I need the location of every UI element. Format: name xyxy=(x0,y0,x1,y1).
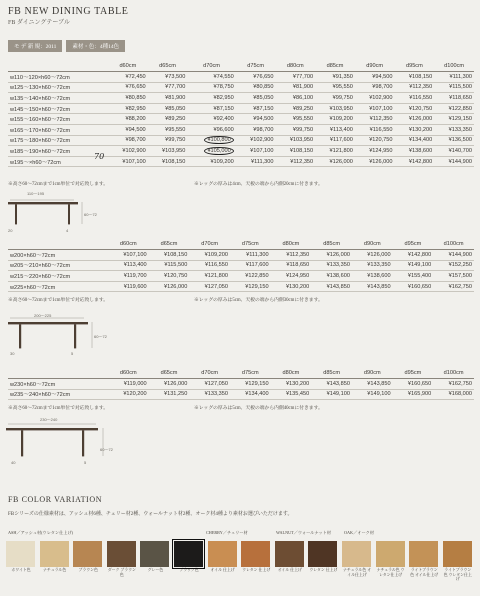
color-swatch xyxy=(275,541,305,573)
swatch-sample xyxy=(376,541,405,567)
table-row xyxy=(8,146,474,157)
depth-column-header: d80cm xyxy=(271,239,312,250)
header-row xyxy=(8,61,474,72)
color-swatches xyxy=(6,541,480,593)
price-cell: ¥108,150 xyxy=(275,146,315,157)
color-swatch xyxy=(308,541,338,573)
price-cell: ¥119,000 xyxy=(108,379,149,390)
depth-column-header: d75cm xyxy=(236,61,276,72)
price-cell: ¥144,900 xyxy=(433,250,474,261)
size-cell: w215～220×h60～72cm xyxy=(8,271,108,282)
price-cell: ¥88,200 xyxy=(108,114,148,125)
depth-column-header: d80cm xyxy=(271,368,312,379)
group-cherry: CHERRY／チェリー材 xyxy=(206,530,248,535)
price-cell: ¥98,700 xyxy=(355,82,395,93)
price-cell: ¥119,600 xyxy=(108,281,149,292)
swatch-sample xyxy=(443,541,472,567)
price-cell: ¥116,550 xyxy=(395,93,435,104)
price-cell: ¥73,500 xyxy=(148,72,188,83)
table-row xyxy=(8,271,474,282)
depth-column-header: d85cm xyxy=(311,368,352,379)
swatch-label: ライトブラウン色 ウレタン仕上げ xyxy=(443,568,472,581)
depth-column-header: d70cm xyxy=(189,239,230,250)
price-cell: ¥130,200 xyxy=(395,124,435,135)
handwritten-note: 70 xyxy=(94,152,105,161)
price-cell: ¥103,950 xyxy=(315,103,355,114)
color-swatch xyxy=(174,541,204,573)
table-row xyxy=(8,72,474,83)
price-cell: ¥129,150 xyxy=(434,114,474,125)
swatch-sample xyxy=(275,541,304,567)
price-cell: ¥126,000 xyxy=(355,156,395,167)
price-cell: ¥160,650 xyxy=(393,281,434,292)
table-row xyxy=(8,103,474,114)
swatch-label: オイル 仕上げ xyxy=(277,568,302,572)
price-cell: ¥133,350 xyxy=(352,260,393,271)
price-cell: ¥89,250 xyxy=(275,103,315,114)
price-cell: ¥143,850 xyxy=(311,281,352,292)
price-cell: ¥109,200 xyxy=(315,114,355,125)
swatch-label: ウレタン 仕上げ xyxy=(309,568,338,572)
price-cell: ¥103,950 xyxy=(148,146,188,157)
depth-column-header: d90cm xyxy=(352,368,393,379)
depth-column-header: d60cm xyxy=(108,368,149,379)
price-cell: ¥133,350 xyxy=(189,389,230,400)
price-cell: ¥82,950 xyxy=(108,103,148,114)
color-swatch xyxy=(376,541,406,577)
price-cell: ¥126,000 xyxy=(311,250,352,261)
color-swatch xyxy=(208,541,238,573)
page-title: FB NEW DINING TABLE xyxy=(8,6,129,17)
price-cell: ¥138,600 xyxy=(352,271,393,282)
price-cell: ¥134,400 xyxy=(395,135,435,146)
price-cell: ¥142,800 xyxy=(393,250,434,261)
price-table-2 xyxy=(8,239,474,292)
depth-column-header: d85cm xyxy=(315,61,355,72)
table1-dim-height: 60～72 xyxy=(84,212,97,217)
table1-notes xyxy=(8,180,323,187)
table3-note-height: ※高さ60～72cmまで1cm単位で対応致します。 xyxy=(8,406,109,411)
price-cell: ¥87,150 xyxy=(236,103,276,114)
price-cell: ¥117,600 xyxy=(315,135,355,146)
swatch-label: ダーク ブラウン色 xyxy=(107,568,136,577)
price-cell: ¥76,650 xyxy=(108,82,148,93)
color-swatch xyxy=(409,541,439,577)
depth-column-header: d95cm xyxy=(393,239,434,250)
table2-note-leg: ※レッグの厚みは5cm、天板の端から内側30cmに付きます。 xyxy=(194,298,323,303)
swatch-label: ナチュラル色 オイル仕上げ xyxy=(343,568,371,577)
table1-diagram xyxy=(6,190,96,232)
price-cell: ¥143,850 xyxy=(311,379,352,390)
size-cell: w175～180×h60～72cm xyxy=(8,135,108,146)
price-cell: ¥149,100 xyxy=(311,389,352,400)
price-cell: ¥82,950 xyxy=(187,93,235,104)
depth-column-header: d65cm xyxy=(148,61,188,72)
table3-note-leg: ※レッグの厚みは5cm、天板の端から内側40cmに付きます。 xyxy=(194,406,323,411)
price-cell: ¥112,350 xyxy=(275,156,315,167)
size-cell: w195～×h60～72cm xyxy=(8,156,108,167)
depth-column-header: d70cm xyxy=(189,368,230,379)
price-cell: ¥98,700 xyxy=(236,124,276,135)
price-cell: ¥117,600 xyxy=(230,260,271,271)
price-table-3 xyxy=(8,368,474,400)
depth-column-header: d85cm xyxy=(311,239,352,250)
price-cell: ¥107,100 xyxy=(108,156,148,167)
price-cell: ¥74,550 xyxy=(187,72,235,83)
table3-dim-width: 230～240 xyxy=(40,417,58,422)
swatch-sample xyxy=(342,541,371,567)
group-oak: OAK／オーク材 xyxy=(344,530,375,535)
price-cell: ¥131,250 xyxy=(149,389,190,400)
size-column-header xyxy=(8,368,108,379)
depth-column-header: d100cm xyxy=(434,61,474,72)
depth-column-header: d65cm xyxy=(149,239,190,250)
table1-dim-inset: 20 xyxy=(8,228,13,233)
swatch-sample xyxy=(40,541,69,567)
price-cell: ¥118,650 xyxy=(271,260,312,271)
swatch-sample xyxy=(208,541,237,567)
table-row xyxy=(8,114,474,125)
price-cell: ¥102,900 xyxy=(236,135,276,146)
price-cell: ¥96,600 xyxy=(187,124,235,135)
price-cell xyxy=(187,135,235,146)
price-cell: ¥162,750 xyxy=(433,379,474,390)
price-cell: ¥119,700 xyxy=(108,271,149,282)
size-cell: w235～240×h60～72cm xyxy=(8,389,108,400)
header-row xyxy=(8,239,474,250)
price-cell: ¥140,700 xyxy=(434,146,474,157)
price-cell: ¥121,800 xyxy=(189,271,230,282)
price-cell: ¥108,150 xyxy=(395,72,435,83)
price-cell: ¥92,400 xyxy=(187,114,235,125)
price-cell: ¥126,000 xyxy=(149,281,190,292)
price-table-1 xyxy=(8,61,474,167)
depth-column-header: d90cm xyxy=(355,61,395,72)
price-cell: ¥78,750 xyxy=(187,82,235,93)
price-cell: ¥103,950 xyxy=(275,135,315,146)
price-cell: ¥127,050 xyxy=(189,379,230,390)
price-cell: ¥124,950 xyxy=(271,271,312,282)
price-cell: ¥126,000 xyxy=(395,114,435,125)
price-cell: ¥95,550 xyxy=(275,114,315,125)
table1-note-height: ※高さ60～72cmまで1cm単位で対応致します。 xyxy=(8,182,109,187)
price-cell: ¥126,000 xyxy=(315,156,355,167)
price-cell: ¥127,050 xyxy=(189,281,230,292)
table2-dim-height: 60～72 xyxy=(94,334,107,339)
swatch-label: ナチュラル色 ウレタン仕上げ xyxy=(376,568,405,577)
price-cell: ¥77,700 xyxy=(148,82,188,93)
price-cell: ¥157,500 xyxy=(433,271,474,282)
tag-material: 素材・色：4種14色 xyxy=(66,40,125,52)
table-row xyxy=(8,156,474,167)
price-cell: ¥72,450 xyxy=(108,72,148,83)
price-cell: ¥112,350 xyxy=(395,82,435,93)
price-cell xyxy=(187,146,235,157)
swatch-sample xyxy=(308,541,337,567)
price-cell: ¥107,100 xyxy=(108,250,149,261)
swatch-sample xyxy=(73,541,102,567)
color-swatch xyxy=(73,541,103,573)
price-cell: ¥94,500 xyxy=(355,72,395,83)
price-cell: ¥120,750 xyxy=(355,135,395,146)
size-cell: w125～130×h60～72cm xyxy=(8,82,108,93)
table-row xyxy=(8,124,474,135)
price-cell: ¥112,350 xyxy=(355,114,395,125)
color-swatch xyxy=(443,541,473,582)
depth-column-header: d80cm xyxy=(275,61,315,72)
price-cell: ¥149,100 xyxy=(393,260,434,271)
price-cell: ¥152,250 xyxy=(433,260,474,271)
swatch-sample xyxy=(140,541,169,567)
size-column-header xyxy=(8,61,108,72)
spec-tags xyxy=(8,40,125,52)
price-cell: ¥108,150 xyxy=(149,250,190,261)
price-cell: ¥118,650 xyxy=(434,93,474,104)
table-row xyxy=(8,389,474,400)
swatch-label: ブラウン色 xyxy=(78,568,98,572)
color-variation-description: FBシリーズの仕様素材は、アッシュ材6種、チェリー材2種、ウォールナット材2種、オーク材4種より素材お選びいただけます。 xyxy=(8,512,293,517)
circled-price: ¥100,800 xyxy=(204,136,233,144)
price-cell: ¥129,150 xyxy=(230,281,271,292)
size-cell: w135～140×h60～72cm xyxy=(8,93,108,104)
page-subtitle: FB ダイニングテーブル xyxy=(8,20,70,26)
table1-note-leg: ※レッグの厚みは4cm、天板の端から内側20cmに付きます。 xyxy=(194,182,323,187)
price-cell: ¥98,700 xyxy=(108,135,148,146)
price-cell: ¥138,600 xyxy=(311,271,352,282)
color-groups xyxy=(0,530,480,538)
size-cell: w165～170×h60～72cm xyxy=(8,124,108,135)
table3-dim-leg: 5 xyxy=(84,460,87,465)
price-cell: ¥81,900 xyxy=(148,93,188,104)
table2-dim-width: 200～225 xyxy=(34,313,52,318)
depth-column-header: d65cm xyxy=(149,368,190,379)
price-cell: ¥107,100 xyxy=(236,146,276,157)
price-cell: ¥113,400 xyxy=(315,124,355,135)
price-cell: ¥165,900 xyxy=(393,389,434,400)
table-row xyxy=(8,135,474,146)
price-cell: ¥108,150 xyxy=(148,156,188,167)
price-cell: ¥115,500 xyxy=(149,260,190,271)
depth-column-header: d70cm xyxy=(187,61,235,72)
size-cell: w205～210×h60～72cm xyxy=(8,260,108,271)
price-cell: ¥86,100 xyxy=(275,93,315,104)
price-cell: ¥111,300 xyxy=(230,250,271,261)
price-cell: ¥85,050 xyxy=(148,103,188,114)
depth-column-header: d75cm xyxy=(230,239,271,250)
depth-column-header: d95cm xyxy=(395,61,435,72)
price-cell: ¥115,500 xyxy=(434,82,474,93)
price-cell: ¥160,650 xyxy=(393,379,434,390)
price-cell: ¥136,500 xyxy=(434,135,474,146)
price-cell: ¥149,100 xyxy=(352,389,393,400)
depth-column-header: d100cm xyxy=(433,239,474,250)
price-cell: ¥129,150 xyxy=(230,379,271,390)
swatch-sample xyxy=(409,541,438,567)
table-row xyxy=(8,250,474,261)
swatch-label: グレー色 xyxy=(147,568,164,572)
price-cell: ¥168,000 xyxy=(433,389,474,400)
price-cell: ¥107,100 xyxy=(355,103,395,114)
swatch-sample xyxy=(6,541,35,567)
price-cell: ¥126,000 xyxy=(149,379,190,390)
color-swatch xyxy=(342,541,372,577)
price-cell: ¥109,200 xyxy=(187,156,235,167)
price-cell: ¥124,950 xyxy=(355,146,395,157)
table3-dim-height: 60～72 xyxy=(100,447,113,452)
table2-note-height: ※高さ60～72cmまで1cm単位で対応致します。 xyxy=(8,298,109,303)
swatch-label: ライトブラウン色 オイル仕上げ xyxy=(410,568,439,577)
price-cell: ¥116,550 xyxy=(189,260,230,271)
table2-dim-inset: 30 xyxy=(10,351,15,356)
price-cell: ¥91,350 xyxy=(315,72,355,83)
price-cell: ¥77,700 xyxy=(275,72,315,83)
price-cell: ¥143,850 xyxy=(352,281,393,292)
price-cell: ¥162,750 xyxy=(433,281,474,292)
tag-model: モ デ 新 規：2011 xyxy=(8,40,62,52)
price-cell: ¥113,400 xyxy=(108,260,149,271)
size-cell: w200×h60～72cm xyxy=(8,250,108,261)
depth-column-header: d75cm xyxy=(230,368,271,379)
price-cell: ¥102,900 xyxy=(355,93,395,104)
table2-notes xyxy=(8,296,323,303)
price-cell: ¥120,750 xyxy=(149,271,190,282)
price-cell: ¥111,300 xyxy=(434,72,474,83)
swatch-label: オイル 仕上げ xyxy=(210,568,235,572)
depth-column-header: d90cm xyxy=(352,239,393,250)
header-row xyxy=(8,368,474,379)
price-cell: ¥144,900 xyxy=(434,156,474,167)
price-cell: ¥99,750 xyxy=(148,135,188,146)
table-row xyxy=(8,260,474,271)
price-cell: ¥116,550 xyxy=(355,124,395,135)
price-cell: ¥130,200 xyxy=(271,379,312,390)
table3-notes xyxy=(8,404,323,411)
color-swatch xyxy=(6,541,36,573)
table3-dim-inset: 40 xyxy=(11,460,16,465)
price-cell: ¥95,550 xyxy=(148,124,188,135)
swatch-sample xyxy=(174,541,203,567)
depth-column-header: d95cm xyxy=(393,368,434,379)
price-cell: ¥121,800 xyxy=(315,146,355,157)
group-ash: ASH／アッシュ材(ウレタン仕上げ) xyxy=(8,530,74,535)
price-cell: ¥99,750 xyxy=(275,124,315,135)
price-cell: ¥142,800 xyxy=(395,156,435,167)
swatch-sample xyxy=(107,541,136,567)
swatch-label: ホワイト色 xyxy=(11,568,31,572)
swatch-sample xyxy=(241,541,270,567)
size-cell: w230×h60～72cm xyxy=(8,379,108,390)
price-cell: ¥133,350 xyxy=(434,124,474,135)
table-row xyxy=(8,82,474,93)
size-cell: w145～150×h60～72cm xyxy=(8,103,108,114)
depth-column-header: d100cm xyxy=(433,368,474,379)
price-cell: ¥135,450 xyxy=(271,389,312,400)
price-cell: ¥80,850 xyxy=(236,82,276,93)
size-cell: w225×h60～72cm xyxy=(8,281,108,292)
price-cell: ¥134,400 xyxy=(230,389,271,400)
price-cell: ¥95,550 xyxy=(315,82,355,93)
price-cell: ¥133,350 xyxy=(311,260,352,271)
depth-column-header: d60cm xyxy=(108,61,148,72)
price-cell: ¥126,000 xyxy=(352,250,393,261)
table2-diagram xyxy=(6,312,102,356)
price-cell: ¥76,650 xyxy=(236,72,276,83)
price-cell: ¥120,200 xyxy=(108,389,149,400)
color-swatch xyxy=(241,541,271,573)
table1-dim-leg: 4 xyxy=(66,228,69,233)
swatch-label: ナチュラル色 xyxy=(43,568,67,572)
color-swatch xyxy=(140,541,170,573)
price-cell: ¥81,900 xyxy=(275,82,315,93)
color-swatch xyxy=(40,541,70,573)
swatch-label: ブラック色 xyxy=(179,568,199,572)
price-cell: ¥102,900 xyxy=(108,146,148,157)
table2-dim-leg: 5 xyxy=(71,351,74,356)
color-swatch xyxy=(107,541,137,577)
price-cell: ¥143,850 xyxy=(352,379,393,390)
size-cell: w185～190×h60～72cm xyxy=(8,146,108,157)
color-variation-title: FB COLOR VARIATION xyxy=(8,495,103,504)
size-column-header xyxy=(8,239,108,250)
price-cell: ¥89,250 xyxy=(148,114,188,125)
size-cell: w155～160×h60～72cm xyxy=(8,114,108,125)
table-row xyxy=(8,379,474,390)
price-cell: ¥112,350 xyxy=(271,250,312,261)
price-cell: ¥99,750 xyxy=(315,93,355,104)
table-row xyxy=(8,93,474,104)
price-cell: ¥130,200 xyxy=(271,281,312,292)
table1-dim-width: 110～195 xyxy=(27,191,45,196)
circled-price: ¥105,000 xyxy=(204,147,233,155)
price-cell: ¥155,400 xyxy=(393,271,434,282)
price-cell: ¥94,500 xyxy=(108,124,148,135)
depth-column-header: d60cm xyxy=(108,239,149,250)
swatch-label: ウレタン 仕上げ xyxy=(242,568,271,572)
price-cell: ¥80,850 xyxy=(108,93,148,104)
size-cell: w110～120×h60～72cm xyxy=(8,72,108,83)
price-cell: ¥87,150 xyxy=(187,103,235,114)
table-row xyxy=(8,281,474,292)
price-cell: ¥94,500 xyxy=(236,114,276,125)
price-cell: ¥138,600 xyxy=(395,146,435,157)
price-cell: ¥85,050 xyxy=(236,93,276,104)
group-walnut: WALNUT／ウォールナット材 xyxy=(276,530,332,535)
price-cell: ¥109,200 xyxy=(189,250,230,261)
price-cell: ¥120,750 xyxy=(395,103,435,114)
price-cell: ¥111,300 xyxy=(236,156,276,167)
price-cell: ¥122,850 xyxy=(434,103,474,114)
price-cell: ¥122,850 xyxy=(230,271,271,282)
